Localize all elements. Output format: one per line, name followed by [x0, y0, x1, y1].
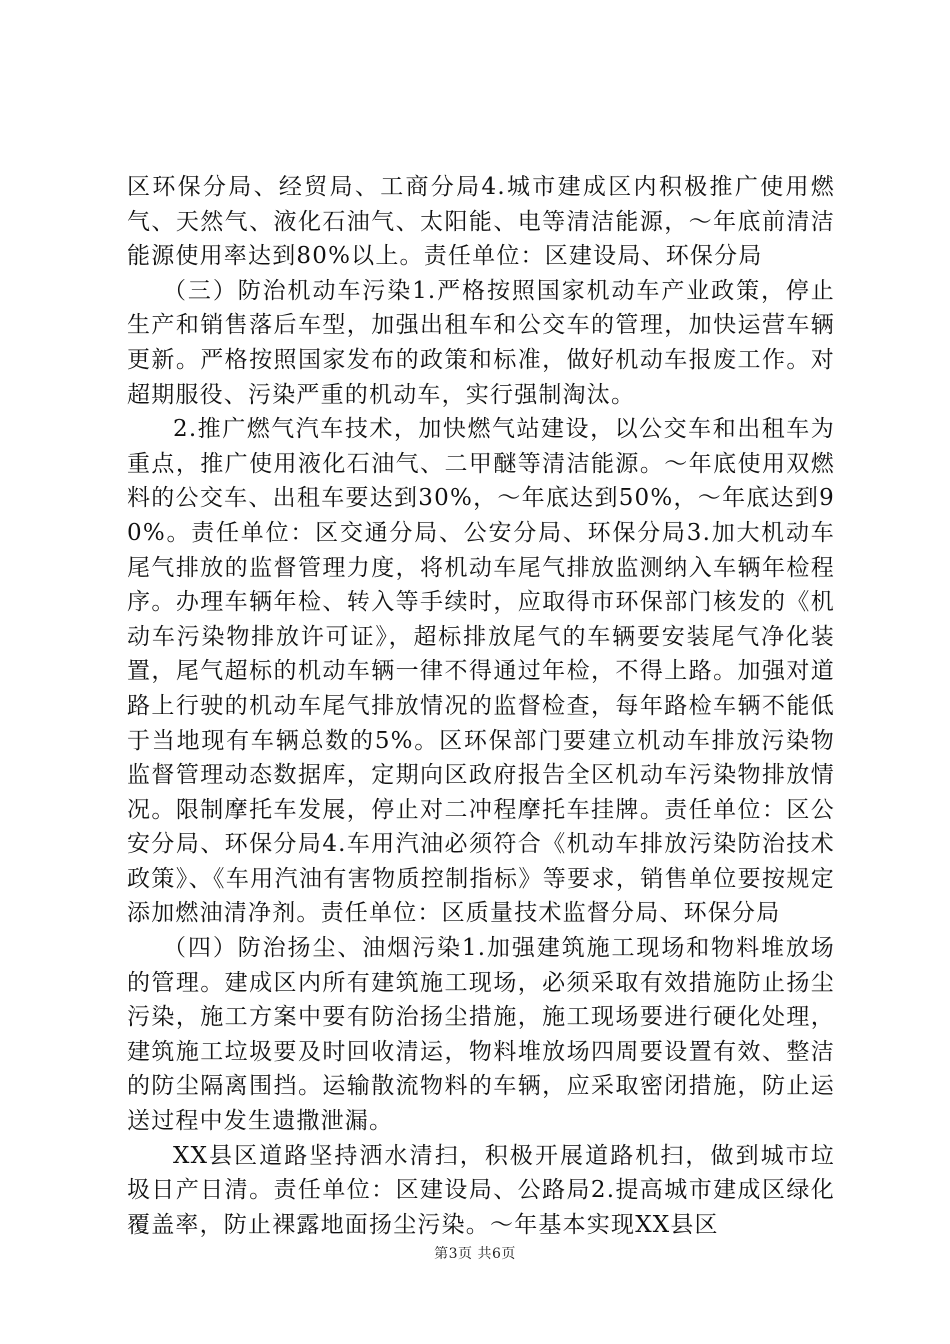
paragraph-road-cleaning: XX县区道路坚持洒水清扫，积极开展道路机扫，做到城市垃圾日产日清。责任单位：区建设局、公路局2.提高城市建成区绿化覆盖率，防止裸露地面扬尘污染。～年基本实现XX县区	[127, 1142, 835, 1238]
document-body	[127, 170, 835, 1242]
paragraph-dust-smoke-heading: （四）防治扬尘、油烟污染1.加强建筑施工现场和物料堆放场的管理。建成区内所有建筑施工现场，必须采取有效措施防止扬尘污染，施工方案中要有防治扬尘措施，施工现场要进行硬化处理，建筑施工垃圾要及时回收清运，物料堆放场四周要设置有效、整洁的防尘隔离围挡。运输散流物料的车辆，应采取密闭措施，防止运送过程中发生遗撒泄漏。	[127, 935, 835, 1135]
page-number-footer: 第3页 共6页	[434, 1246, 516, 1262]
paragraph-cleaner-energy: 区环保分局、经贸局、工商分局4.城市建成区内积极推广使用燃气、天然气、液化石油气、太阳能、电等清洁能源，～年底前清洁能源使用率达到80%以上。责任单位：区建设局、环保分局	[127, 174, 835, 270]
paragraph-vehicle-pollution-heading: （三）防治机动车污染1.严格按照国家机动车产业政策，停止生产和销售落后车型，加强出租车和公交车的管理，加快运营车辆更新。严格按照国家发布的政策和标准，做好机动车报废工作。对超期服役、污染严重的机动车，实行强制淘汰。	[127, 277, 835, 408]
paragraph-gas-vehicle-technology: 2.推广燃气汽车技术，加快燃气站建设，以公交车和出租车为重点，推广使用液化石油气、二甲醚等清洁能源。～年底使用双燃料的公交车、出租车要达到30%，～年底达到50%，～年底达到90%。责任单位：区交通分局、公安分局、环保分局3.加大机动车尾气排放的监督管理力度，将机动车尾气排放监测纳入车辆年检程序。办理车辆年检、转入等手续时，应取得市环保部门核发的《机动车污染物排放许可证》，超标排放尾气的车辆要安装尾气净化装置，尾气超标的机动车辆一律不得通过年检，不得上路。加强对道路上行驶的机动车尾气排放情况的监督检查，每年路检车辆不能低于当地现有车辆总数的5%。区环保部门要建立机动车排放污染物监督管理动态数据库，定期向区政府报告全区机动车污染物排放情况。限制摩托车发展，停止对二冲程摩托车挂牌。责任单位：区公安分局、环保分局4.车用汽油必须符合《机动车排放污染防治技术政策》、《车用汽油有害物质控制指标》等要求，销售单位要按规定添加燃油清净剂。责任单位：区质量技术监督分局、环保分局	[127, 416, 835, 927]
